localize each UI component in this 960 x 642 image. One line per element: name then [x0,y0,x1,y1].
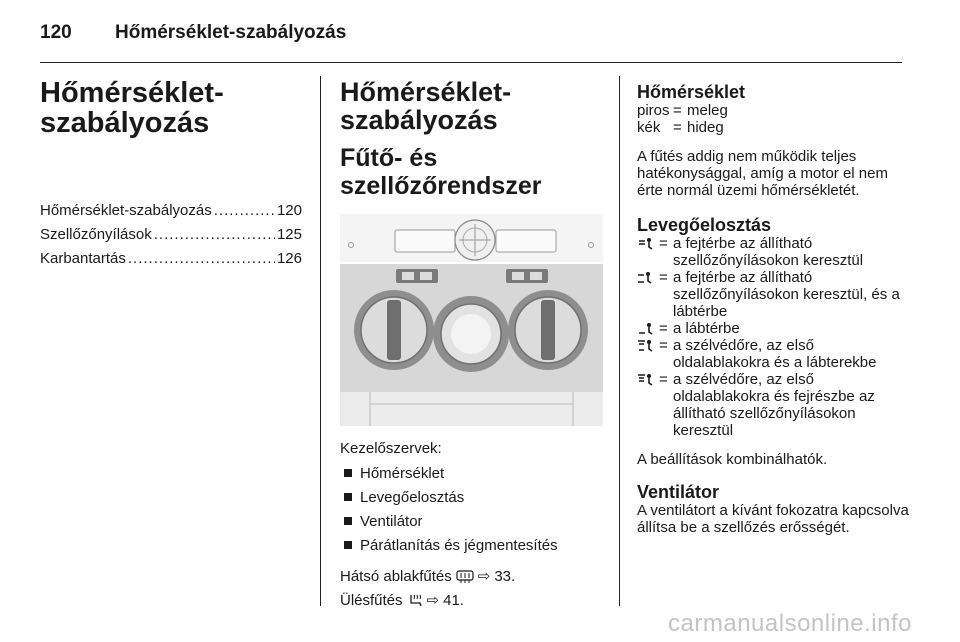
toc-entry-page: 126 [276,250,302,267]
air-equals: = [659,320,668,337]
seat-heating-icon [407,593,423,608]
temperature-definitions [637,102,909,136]
air-distribution-item [637,320,909,337]
air-distribution-list [637,235,909,439]
definition-row [637,119,909,136]
definition-value: meleg [687,102,728,119]
header-rule [40,62,902,63]
toc-entry-label: Szellőzőnyílások [40,226,152,243]
combine-note: A beállítások kombinálhatók. [637,451,828,468]
section-title-line-2: szabályozás [340,105,498,135]
air-distribution-item [637,371,909,439]
temperature-heading: Hőmérséklet [637,82,746,102]
seat-heating-label: Ülésfűtés [340,591,403,609]
toc-entry[interactable] [40,202,302,226]
settings-column [637,82,909,536]
column-divider-2 [619,76,620,606]
fan-text: A ventilátort a kívánt fokozatra kapcsolva állítsa be a szellőzés erősségét. [637,502,909,536]
toc-entry-label: Hőmérséklet-szabályozás [40,202,212,219]
toc-entry[interactable] [40,226,302,250]
subsection-title: Fűtő- és szellőzőrendszer [340,144,542,200]
toc-leader [154,226,275,243]
definition-equals: = [673,102,682,119]
foot-vent-icon [637,320,659,337]
air-equals: = [659,371,668,388]
rear-window-heating-icon [456,569,474,584]
definition-key: piros [637,102,670,119]
air-description: a szélvédőre, az első oldalablakokra és fejrészbe az állítható szellőzőnyílásokon keresztül [673,371,875,439]
list-item-text: Hőmérséklet [360,464,445,482]
toc-leader [128,250,275,267]
air-description: a fejtérbe az állítható szellőzőnyílásokon keresztül, és a lábtérbe [673,269,900,320]
page-header [40,18,920,58]
section-title [340,78,605,134]
rear-heating-label: Hátsó ablakfűtés [340,567,452,585]
definition-key: kék [637,119,661,136]
page-reference: 33. [494,567,516,585]
toc-entry-page: 120 [276,202,302,219]
air-distribution-item [637,337,909,371]
running-header-title: Hőmérséklet-szabályozás [115,22,347,43]
list-item-text: Ventilátor [360,512,423,530]
toc-entry-label: Karbantartás [40,250,126,267]
definition-row [637,102,909,119]
air-distribution-heading: Levegőelosztás [637,215,772,235]
control-panel-illustration [340,214,603,426]
section-title-line-1: Hőmérséklet- [340,77,512,107]
chapter-title-line-1: Hőmérséklet- [40,77,224,109]
air-equals: = [659,337,668,354]
bullet-square-icon [344,541,352,549]
controls-intro: Kezelőszervek: [340,440,442,457]
heating-note: A fűtés addig nem működik teljes hatékonysággal, amíg a motor el nem érte normál üzemi hőmérsékletét. [637,148,888,199]
air-equals: = [659,235,668,252]
page-reference: 41. [443,591,464,609]
windscreen-head-vent-icon [637,371,659,388]
fan-heading: Ventilátor [637,482,720,502]
air-description: a fejtérbe az állítható szellőzőnyílásokon keresztül [673,235,864,269]
column-divider-1 [320,76,321,606]
toc-entry[interactable] [40,250,302,274]
rear-heating-reference[interactable] [340,565,605,587]
air-description: a lábtérbe [673,320,740,337]
definition-equals: = [673,119,682,136]
bullet-square-icon [344,517,352,525]
watermark: carmanualsonline.info [668,610,912,637]
face-foot-vent-icon [637,269,659,286]
air-distribution-item [637,269,909,320]
list-item [340,485,605,509]
list-item [340,533,605,557]
chapter-toc-column [40,78,302,274]
bullet-square-icon [344,469,352,477]
list-item [340,509,605,533]
cross-reference-arrow-icon: ⇨ [477,567,491,585]
toc-entry-page: 125 [276,226,302,243]
bullet-square-icon [344,493,352,501]
table-of-contents [40,202,302,274]
climate-intro-column [340,78,605,611]
windscreen-foot-vent-icon [637,337,659,354]
chapter-title [40,78,302,138]
toc-leader [214,202,275,219]
air-distribution-item [637,235,909,269]
cross-reference-arrow-icon: ⇨ [426,591,440,609]
list-item-text: Levegőelosztás [360,488,465,506]
air-description: a szélvédőre, az első oldalablakokra és a lábterekbe [673,337,877,371]
air-equals: = [659,269,668,286]
definition-value: hideg [687,119,724,136]
face-vent-icon [637,235,659,252]
chapter-title-line-2: szabályozás [40,107,210,139]
controls-list [340,461,605,557]
list-item [340,461,605,485]
page-number: 120 [40,22,72,43]
seat-heating-reference[interactable] [340,589,605,611]
list-item-text: Párátlanítás és jégmentesítés [360,536,558,554]
